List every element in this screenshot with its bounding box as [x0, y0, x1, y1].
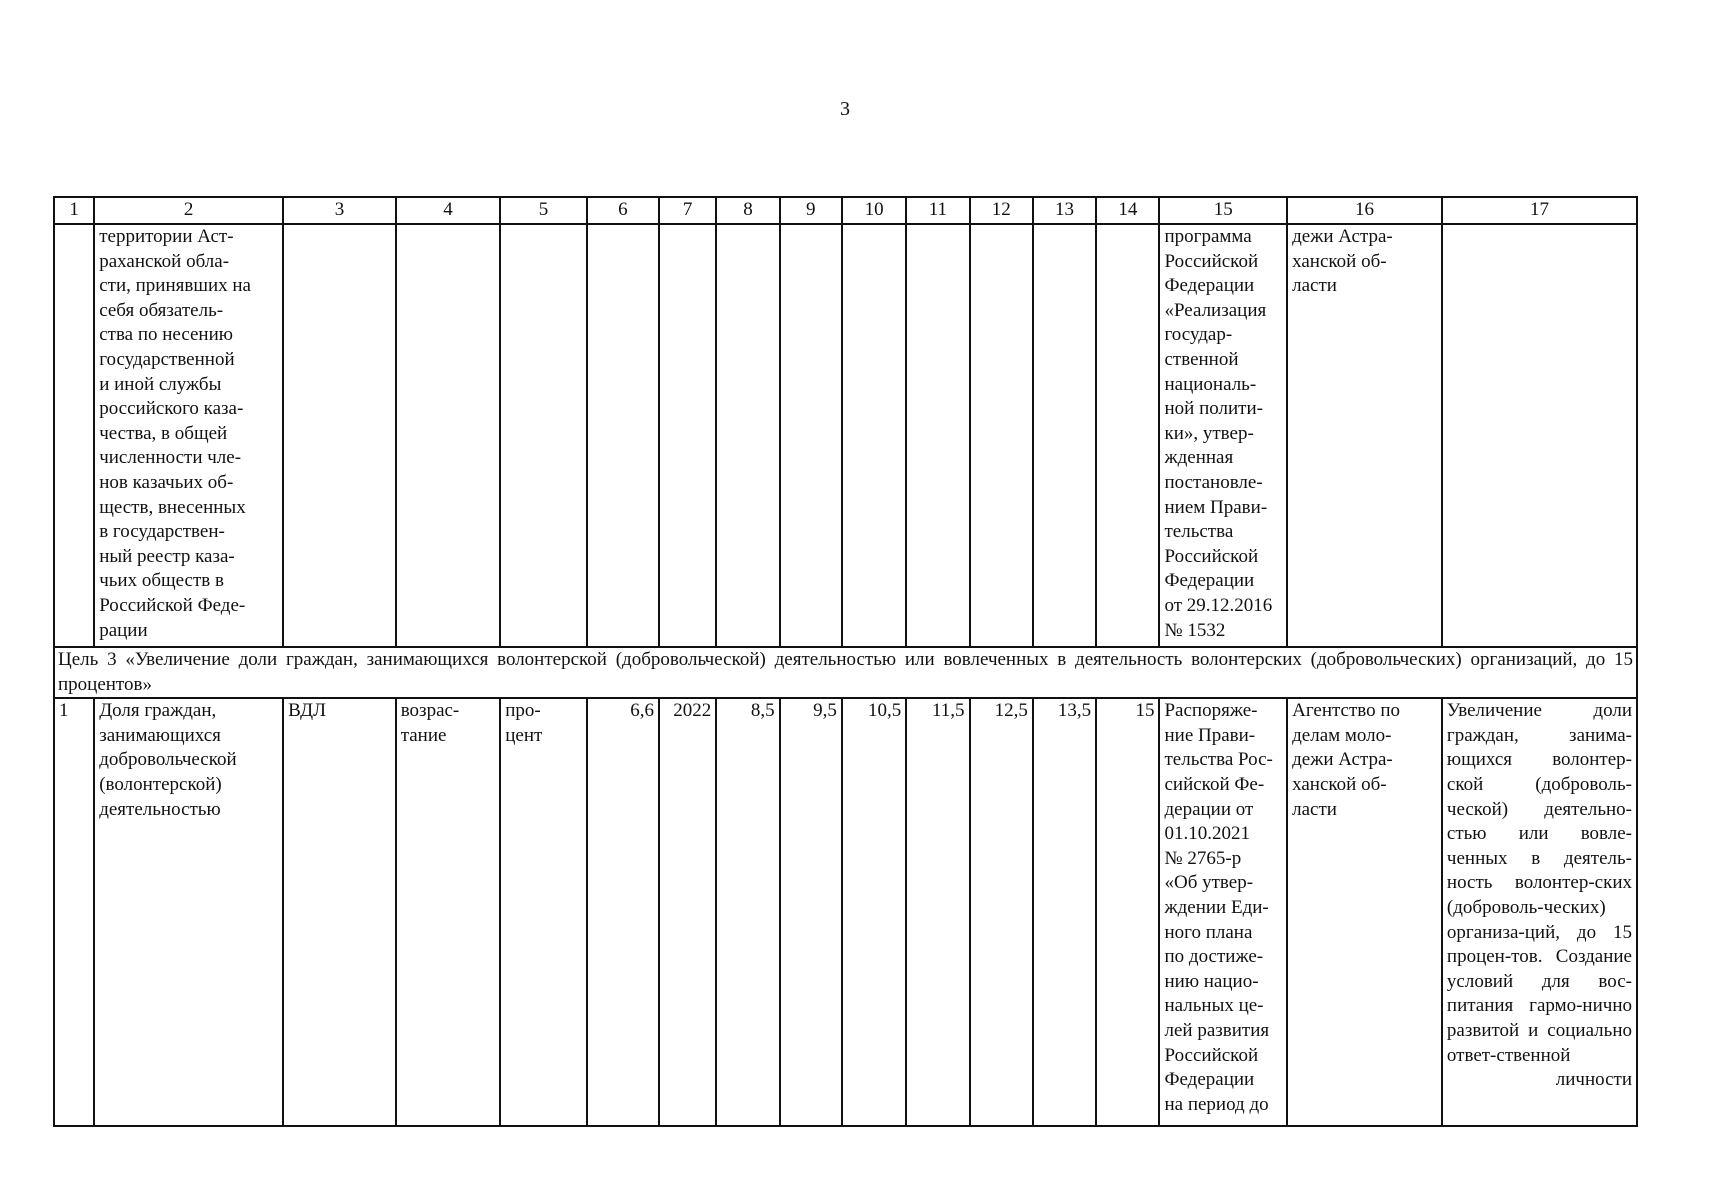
cell-empty — [54, 224, 94, 647]
indicators-table — [53, 196, 1638, 1127]
header-cell: 11 — [906, 197, 969, 224]
header-cell: 3 — [283, 197, 396, 224]
indicator-name: Доля граждан, занимающихся добровольческой (волонтерской) деятельностью — [94, 698, 283, 1126]
target-value: 11,5 — [906, 698, 969, 1126]
header-cell: 7 — [659, 197, 716, 224]
base-year: 2022 — [659, 698, 716, 1126]
responsible-body: Агентство по делам моло- дежи Астра- ханской об- ласти — [1287, 698, 1442, 1126]
base-value: 6,6 — [587, 698, 659, 1126]
header-cell: 16 — [1287, 197, 1442, 224]
cell-empty — [587, 224, 659, 647]
column-number-row — [54, 197, 1637, 224]
header-cell: 4 — [396, 197, 501, 224]
header-cell: 14 — [1096, 197, 1159, 224]
indicator-name-continued: территории Аст- раханской обла- сти, принявших на себя обязатель- ства по несению государственной и иной службы российского каза- чества, в общей численности чле- нов казачьих об- ществ, внесенных в государствен- ный реестр каза- чьих обществ в Российской Феде- рации — [94, 224, 283, 647]
cell-empty — [283, 224, 396, 647]
cell-empty — [396, 224, 501, 647]
header-cell: 6 — [587, 197, 659, 224]
header-cell: 12 — [970, 197, 1033, 224]
cell-empty — [970, 224, 1033, 647]
document-basis-continued: программа Российской Федерации «Реализация государ- ственной националь- ной полити- ки», утвер- жденная постановле- нием Прави- тельства Российской Федерации от 29.12.2016 № 1532 — [1159, 224, 1287, 647]
responsible-body-continued: дежи Астра- ханской об- ласти — [1287, 224, 1442, 647]
header-cell: 10 — [842, 197, 906, 224]
target-value: 9,5 — [780, 698, 842, 1126]
target-value: 10,5 — [842, 698, 906, 1126]
header-cell: 5 — [500, 197, 586, 224]
goal-heading: Цель 3 «Увеличение доли граждан, занимающихся волонтерской (добровольческой) деятельностью или вовлеченных в деятельность волонтерских (добровольческих) организаций, до 15 процентов» — [54, 647, 1637, 698]
header-cell: 2 — [94, 197, 283, 224]
header-cell: 8 — [716, 197, 779, 224]
indicator-direction: возрас- тание — [396, 698, 501, 1126]
target-value: 13,5 — [1033, 698, 1096, 1126]
cell-empty — [780, 224, 842, 647]
cell-empty — [716, 224, 779, 647]
continuation-row — [54, 224, 1637, 647]
cell-empty — [1442, 224, 1637, 647]
indicator-unit: про- цент — [500, 698, 586, 1126]
row-number: 1 — [54, 698, 94, 1126]
cell-empty — [842, 224, 906, 647]
indicator-code: ВДЛ — [283, 698, 396, 1126]
cell-empty — [1033, 224, 1096, 647]
cell-empty — [906, 224, 969, 647]
target-value: 12,5 — [970, 698, 1033, 1126]
cell-empty — [1096, 224, 1159, 647]
header-cell: 15 — [1159, 197, 1287, 224]
cell-empty — [500, 224, 586, 647]
target-value: 8,5 — [716, 698, 779, 1126]
header-cell: 9 — [780, 197, 842, 224]
header-cell: 13 — [1033, 197, 1096, 224]
header-cell: 17 — [1442, 197, 1637, 224]
indicator-row — [54, 698, 1637, 1126]
cell-empty — [659, 224, 716, 647]
document-basis: Распоряже- ние Прави- тельства Рос- сийской Фе- дерации от 01.10.2021 № 2765-р «Об утвер- ждении Еди- ного плана по достиже- нию нацио- нальных це- лей развития Российской Федерации на период до — [1159, 698, 1287, 1126]
goal-row — [54, 647, 1637, 698]
target-value: 15 — [1096, 698, 1159, 1126]
page-number: 3 — [840, 98, 850, 120]
indicator-link-description: Увеличение доли граждан, занима-ющихся волонтер-ской (доброволь-ческой) деятельно-стью или вовле-ченных в деятель-ность волонтер-ских (доброволь-ческих) организа-ций, до 15 процен-тов. Создание условий для вос-питания гармо-нично развитой и социально ответ-ственной личности — [1442, 698, 1637, 1126]
header-cell: 1 — [54, 197, 94, 224]
